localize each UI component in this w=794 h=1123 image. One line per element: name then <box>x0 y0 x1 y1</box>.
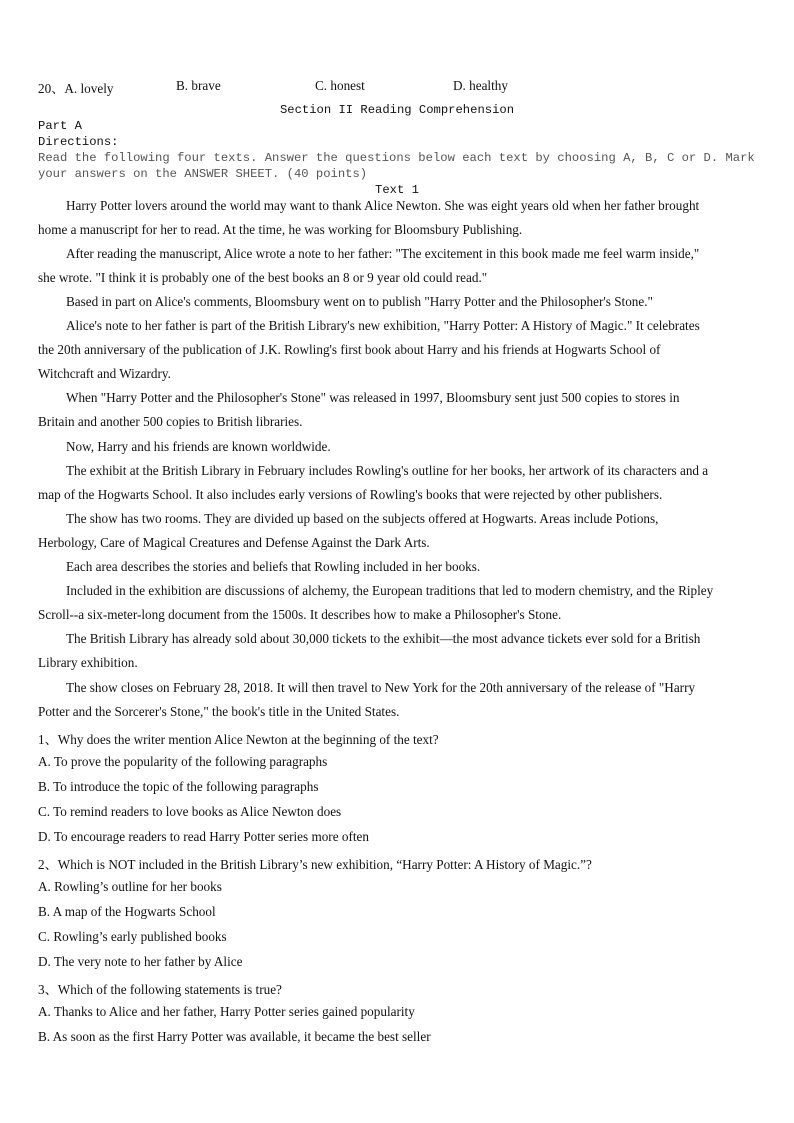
answer-option: A. To prove the popularity of the following paragraphs <box>38 754 328 769</box>
directions-line: Read the following four texts. Answer the questions below each text by choosing A, B, C or D. Mark <box>38 151 755 165</box>
passage-line: Britain and another 500 copies to British libraries. <box>38 414 303 429</box>
directions-label: Directions: <box>38 135 119 149</box>
passage-line: map of the Hogwarts School. It also includes early versions of Rowling's books that were rejected by other publishers. <box>38 487 663 502</box>
passage-line: she wrote. "I think it is probably one of the best books an 8 or 9 year old could read." <box>38 270 488 285</box>
passage-line: the 20th anniversary of the publication of J.K. Rowling's first book about Harry and his friends at Hogwarts School of <box>38 342 661 357</box>
passage-line: The show has two rooms. They are divided up based on the subjects offered at Hogwarts. Areas include Potions, <box>66 511 659 526</box>
answer-option: B. To introduce the topic of the following paragraphs <box>38 779 319 794</box>
passage-line: Included in the exhibition are discussions of alchemy, the European traditions that led to modern chemistry, and the Ripley <box>66 583 714 598</box>
question-stem: 2、Which is NOT included in the British Library’s new exhibition, “Harry Potter: A History of Magic.”? <box>38 857 592 872</box>
passage-line: Now, Harry and his friends are known worldwide. <box>66 439 331 454</box>
answer-option: C. Rowling’s early published books <box>38 929 227 944</box>
passage-line: When "Harry Potter and the Philosopher's Stone" was released in 1997, Bloomsbury sent just 500 copies to stores in <box>66 390 680 405</box>
answer-option: D. The very note to her father by Alice <box>38 954 243 969</box>
passage-line: Each area describes the stories and beliefs that Rowling included in her books. <box>66 559 481 574</box>
passage-line: Based in part on Alice's comments, Bloomsbury went on to publish "Harry Potter and the Philosopher's Stone." <box>66 294 653 309</box>
question-20-options <box>0 78 794 94</box>
passage-line: The exhibit at the British Library in February includes Rowling's outline for her books, her artwork of its characters and a <box>66 463 709 478</box>
answer-option: B. A map of the Hogwarts School <box>38 904 216 919</box>
passage-line: Scroll--a six-meter-long document from the 1500s. It describes how to make a Philosopher's Stone. <box>38 607 562 622</box>
passage-line: home a manuscript for her to read. At the time, he was working for Bloomsbury Publishing. <box>38 222 523 237</box>
q20-option-a: 20、A. lovely <box>38 81 114 96</box>
passage-line: Potter and the Sorcerer's Stone," the book's title in the United States. <box>38 704 400 719</box>
passage-line: Witchcraft and Wizardry. <box>38 366 171 381</box>
passage-line: Harry Potter lovers around the world may want to thank Alice Newton. She was eight years old when her father brought <box>66 198 700 213</box>
question-stem: 1、Why does the writer mention Alice Newton at the beginning of the text? <box>38 732 439 747</box>
passage-line: Herbology, Care of Magical Creatures and Defense Against the Dark Arts. <box>38 535 430 550</box>
answer-option: B. As soon as the first Harry Potter was available, it became the best seller <box>38 1029 431 1044</box>
passage-line: The show closes on February 28, 2018. It will then travel to New York for the 20th anniversary of the release of "Harry <box>66 680 696 695</box>
passage-line: Alice's note to her father is part of the British Library's new exhibition, "Harry Potter: A History of Magic." It celebrates <box>66 318 700 333</box>
directions-line: your answers on the ANSWER SHEET. (40 points) <box>38 167 368 181</box>
section-title: Section II Reading Comprehension <box>279 103 515 117</box>
q20-option-c: C. honest <box>315 78 365 93</box>
answer-option: C. To remind readers to love books as Alice Newton does <box>38 804 342 819</box>
part-label: Part A <box>38 119 82 133</box>
q20-option-b: B. brave <box>176 78 221 93</box>
q20-option-d: D. healthy <box>453 78 508 93</box>
text-title: Text 1 <box>375 183 419 197</box>
answer-option: A. Thanks to Alice and her father, Harry Potter series gained popularity <box>38 1004 415 1019</box>
question-stem: 3、Which of the following statements is true? <box>38 982 282 997</box>
answer-option: A. Rowling’s outline for her books <box>38 879 222 894</box>
answer-option: D. To encourage readers to read Harry Potter series more often <box>38 829 369 844</box>
passage-line: After reading the manuscript, Alice wrote a note to her father: "The excitement in this book made me feel warm inside," <box>66 246 700 261</box>
passage-line: Library exhibition. <box>38 655 138 670</box>
passage-line: The British Library has already sold about 30,000 tickets to the exhibit—the most advance tickets ever sold for a British <box>66 631 701 646</box>
